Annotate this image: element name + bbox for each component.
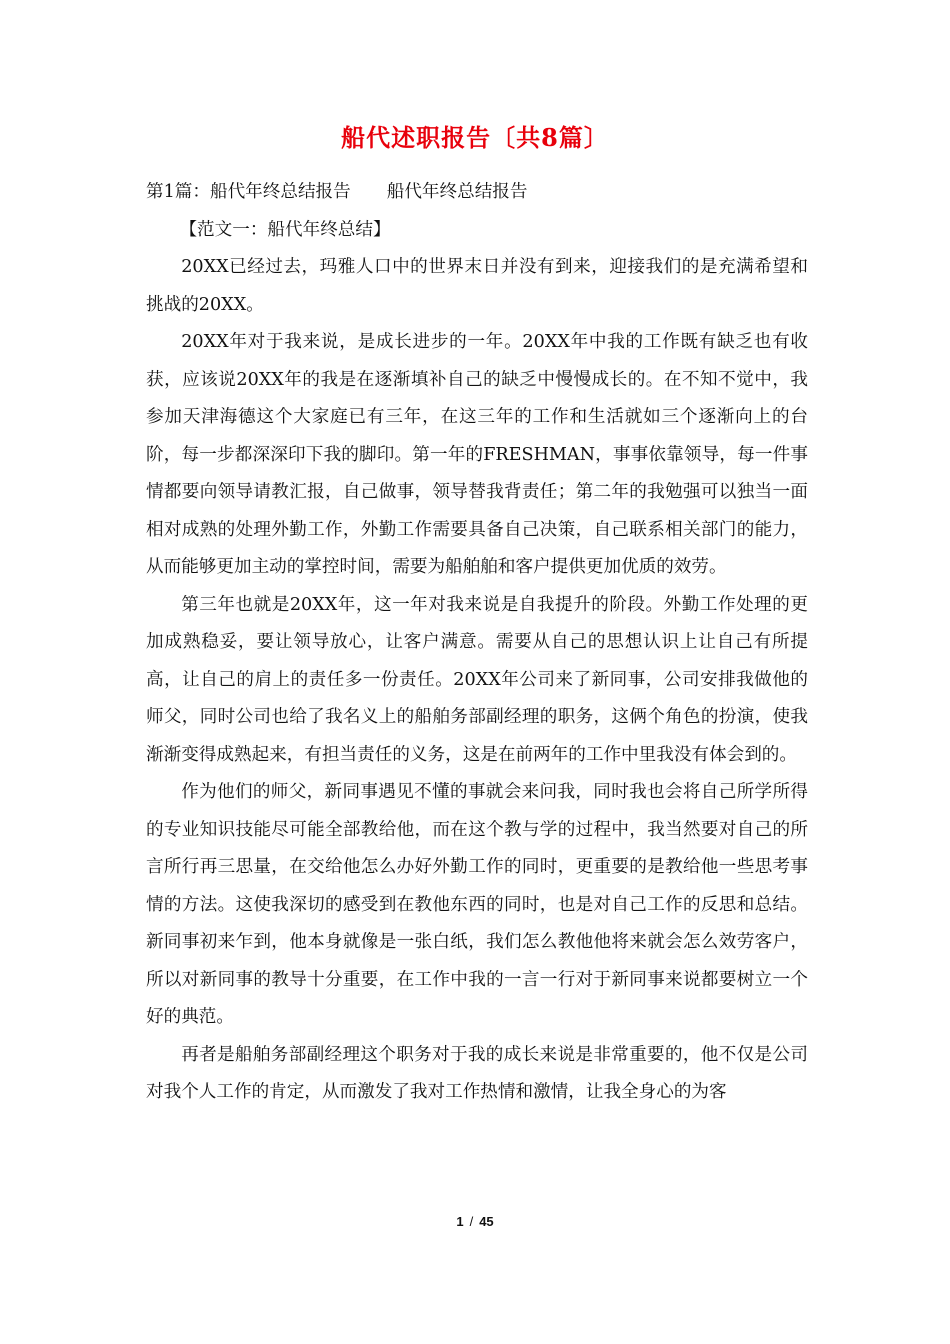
page-number: [0, 1214, 950, 1229]
paragraph: 再者是船舶务部副经理这个职务对于我的成长来说是非常重要的，他不仅是公司对我个人工作的肯定，从而激发了我对工作热情和激情，让我全身心的为客: [146, 1044, 808, 1102]
paragraph: 作为他们的师父，新同事遇见不懂的事就会来问我，同时我也会将自己所学所得的专业知识技能尽可能全部教给他，而在这个教与学的过程中，我当然要对自己的所言所行再三思量，在交给他怎么办好外勤工作的同时，更重要的是教给他一些思考事情的方法。这使我深切的感受到在教他东西的同时，也是对自己工作的反思和总结。新同事初来乍到，他本身就像是一张白纸，我们怎么教他他将来就会怎么效劳客户，所以对新同事的教导十分重要，在工作中我的一言一行对于新同事来说都要树立一个好的典范。: [146, 782, 808, 1027]
current-page: 1: [456, 1214, 464, 1229]
paragraph: 20XX年对于我来说，是成长进步的一年。20XX年中我的工作既有缺乏也有收获，应该说20XX年的我是在逐渐填补自己的缺乏中慢慢成长的。在不知不觉中，我参加天津海德这个大家庭已有三年，在这三年的工作和生活就如三个逐渐向上的台阶，每一步都深深印下我的脚印。第一年的FRESHMAN，事事依靠领导，每一件事情都要向领导请教汇报，自己做事，领导替我背责任；第二年的我勉强可以独当一面相对成熟的处理外勤工作，外勤工作需要具备自己决策，自己联系相关部门的能力，从而能够更加主动的掌控时间，需要为船舶舶和客户提供更加优质的效劳。: [146, 332, 808, 577]
paragraph: 20XX已经过去，玛雅人口中的世界末日并没有到来，迎接我们的是充满希望和挑战的20XX。: [146, 257, 808, 315]
paragraph: 第三年也就是20XX年，这一年对我来说是自我提升的阶段。外勤工作处理的更加成熟稳妥，要让领导放心，让客户满意。需要从自己的思想认识上让自己有所提高，让自己的肩上的责任多一份责任。20XX年公司来了新同事，公司安排我做他的师父，同时公司也给了我名义上的船舶务部副经理的职务，这俩个角色的扮演，使我渐渐变得成熟起来，有担当责任的义务，这是在前两年的工作中里我没有体会到的。: [146, 594, 808, 765]
total-pages: 45: [479, 1214, 494, 1229]
section-heading-part2: 船代年终总结报告: [386, 182, 528, 202]
page-separator: /: [469, 1214, 474, 1229]
subheading: 【范文一：船代年终总结】: [179, 219, 391, 240]
document-title: 船代述职报告〔共8篇〕: [341, 123, 609, 152]
document-body: [146, 174, 808, 1112]
section-heading-part1: 第1篇：船代年终总结报告: [146, 182, 351, 202]
section-heading: [146, 174, 808, 212]
